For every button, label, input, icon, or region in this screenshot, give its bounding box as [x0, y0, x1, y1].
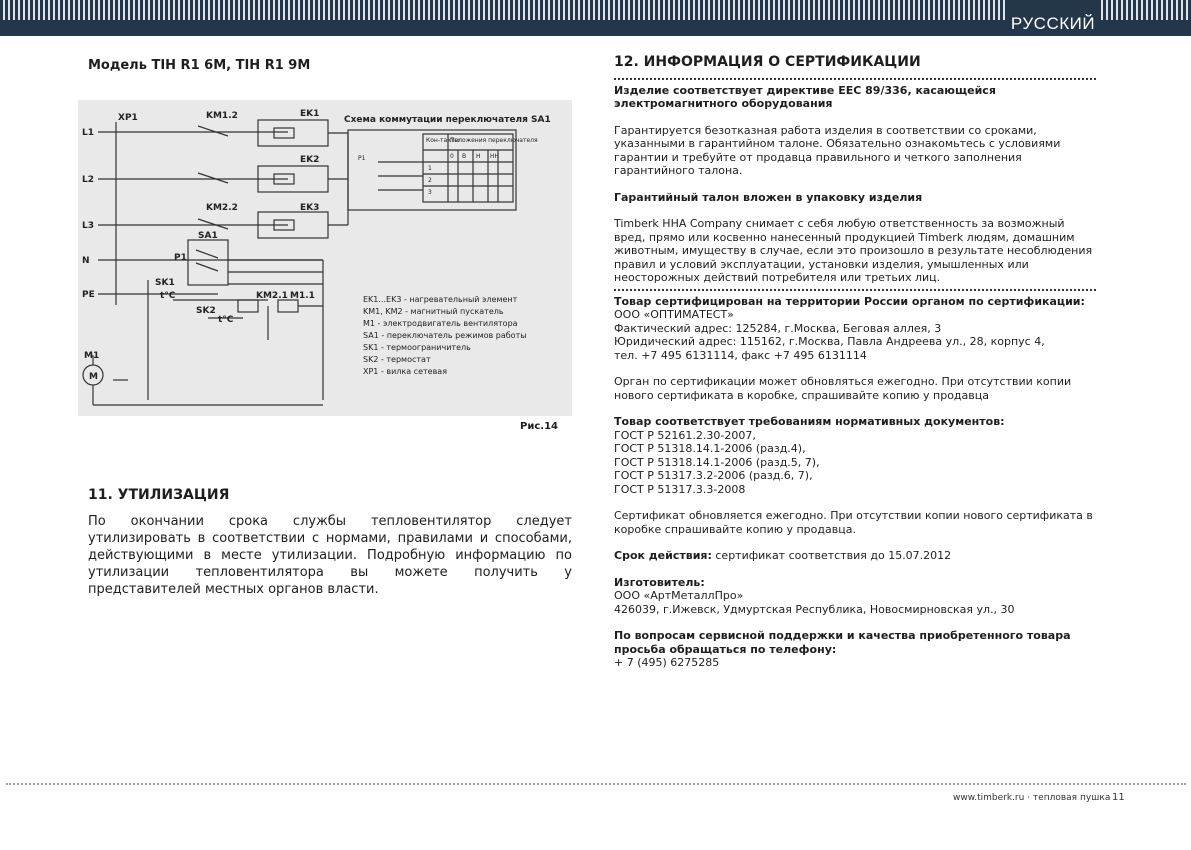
diagram-label-xp1: XP1 [118, 113, 138, 123]
validity-line [614, 549, 1094, 563]
header-stripes-right [1098, 0, 1191, 20]
left-column [88, 58, 572, 73]
page-number: 11 [1112, 792, 1125, 803]
header-band-right [1098, 20, 1191, 36]
header-band [0, 20, 1008, 36]
diagram-label-km21: KM2.1 [256, 291, 288, 301]
warranty-card-text: Гарантийный талон вложен в упаковку изделия [614, 190, 923, 204]
diagram-label-tc1: t°C [160, 291, 176, 301]
diagram-label-l2: L2 [82, 175, 94, 185]
manufacturer-address: 426039, г.Ижевск, Удмуртская Республика, Новосмирновская ул., 30 [614, 602, 1015, 616]
legend-item: M1 - электродвигатель вентилятора [363, 319, 518, 328]
standard-item: ГОСТ Р 51317.3.2-2006 (разд.6, 7), [614, 469, 813, 482]
standard-item: ГОСТ Р 52161.2.30-2007, [614, 428, 756, 442]
diagram-label-ek2: EK2 [300, 155, 320, 165]
diagram-label-m: M [89, 372, 98, 382]
legend-item: EK1...EK3 - нагревательный элемент [363, 295, 518, 304]
support-heading: По вопросам сервисной поддержки и качества приобретенного товара просьба обращаться по телефону: [614, 629, 1071, 656]
phones: тел. +7 495 6131114, факс +7 495 6131114 [614, 348, 867, 362]
directive-text: Изделие соответствует директиве EEC 89/336, касающейся электромагнитного оборудования [614, 83, 996, 110]
legend-item: SK2 - термостат [363, 355, 431, 364]
diagram-pos-hh: НН [490, 153, 500, 160]
header-bar [0, 0, 1191, 36]
liability-text: Timberk HHA Company снимает с себя любую ответственность за возможный вред, прямо или косвенно нанесенный продукцией Timberk людям, домашним животным, имуществу в случае, если это произошло в результате несоблюдения правил и условий эксплуатации, установки изделия, умышленных или неосторожных действий потребителя или третьих лиц. [614, 217, 1093, 284]
utilization-text: По окончании срока службы тепловентилятор следует утилизировать в соответствии с нормами, правилами и способами, действующими в месте утилизации. Подробную информацию по утилизации тепловентилятора вы можете получить у представителей местных органов власти. [88, 514, 572, 597]
dotted-divider [614, 78, 1096, 80]
legend-item: XP1 - вилка сетевая [363, 367, 448, 376]
diagram-row-1: 1 [428, 165, 432, 172]
dotted-divider [614, 289, 1096, 291]
cert-body: ООО «ОПТИМАТЕСТ» [614, 308, 734, 321]
diagram-label-n: N [82, 256, 90, 266]
standard-item: ГОСТ Р 51318.14.1-2006 (разд.5, 7), [614, 455, 820, 469]
figure-caption: Рис.14 [520, 421, 558, 432]
diagram-legend [363, 294, 527, 378]
validity-label: Срок действия: [614, 549, 712, 562]
diagram-label-m11: M1.1 [290, 291, 315, 301]
diagram-scheme-title: Схема коммутации переключателя SA1 [344, 115, 551, 125]
diagram-label-sk2: SK2 [196, 306, 216, 316]
footer-divider [6, 783, 1186, 785]
diagram-label-km22: KM2.2 [206, 203, 238, 213]
certification-title: 12. ИНФОРМАЦИЯ О СЕРТИФИКАЦИИ [614, 54, 921, 70]
standards-heading: Товар соответствует требованиям нормативных документов: [614, 415, 1005, 428]
language-label: РУССКИЙ [1008, 0, 1098, 36]
renewal-text: Орган по сертификации может обновляться ежегодно. При отсутствии копии нового сертификата в коробке, спрашивайте копию у продавца [614, 375, 1072, 402]
manufacturer-label: Изготовитель: [614, 575, 705, 589]
diagram-pos-h: Н [476, 153, 481, 160]
diagram-label-m1: M1 [84, 351, 100, 361]
utilization-heading: 11. УТИЛИЗАЦИЯ [88, 487, 230, 503]
diagram-label-ek3: EK3 [300, 203, 320, 213]
diagram-label-ek1: EK1 [300, 109, 320, 119]
legal-address: Юридический адрес: 115162, г.Москва, Павла Андреева ул., 28, корпус 4, [614, 335, 1045, 348]
diagram-label-tc2: t°C [218, 315, 234, 325]
legend-item: SA1 - переключатель режимов работы [363, 331, 527, 340]
support-phone: + 7 (495) 6275285 [614, 656, 720, 669]
diagram-label-p1: P1 [174, 253, 187, 263]
model-title: Модель TIH R1 6M, TIH R1 9M [88, 58, 311, 73]
diagram-col-contacts: Кон-такты [426, 137, 460, 144]
standard-item: ГОСТ Р 51317.3.3-2008 [614, 482, 746, 496]
diagram-label-sa1: SA1 [198, 231, 218, 241]
wiring-diagram [78, 100, 572, 416]
guarantee-text: Гарантируется безотказная работа изделия в соответствии со сроками, указанными в гарантийном талоне. Обязательно ознакомьтесь с условиями гарантии и требуйте от продавца правильного и четкого заполнения гарантийного талона. [614, 123, 1061, 177]
cert-renewal-text: Сертификат обновляется ежегодно. При отсутствии копии нового сертификата в коробке спрашивайте копию у продавца. [614, 509, 1093, 536]
diagram-label-sk1: SK1 [155, 278, 175, 288]
actual-address: Фактический адрес: 125284, г.Москва, Беговая аллея, 3 [614, 321, 942, 335]
certified-heading: Товар сертифицирован на территории России органом по сертификации: [614, 294, 1085, 308]
diagram-label-pe: PE [82, 290, 95, 300]
header-stripes [0, 0, 1008, 20]
diagram-pos-v: В [462, 153, 467, 160]
diagram-label-l3: L3 [82, 221, 94, 231]
diagram-pos-0: 0 [450, 153, 454, 160]
diagram-col-positions: Положения переключателя [450, 137, 538, 144]
legend-item: KM1, KM2 - магнитный пускатель [363, 307, 504, 316]
validity-value: сертификат соответствия до 15.07.2012 [711, 549, 952, 562]
legend-item: SK1 - термоограничитель [363, 343, 471, 352]
diagram-row-3: 3 [428, 189, 432, 196]
diagram-row-2: 2 [428, 177, 432, 184]
diagram-label-l1: L1 [82, 128, 94, 138]
manufacturer-name: ООО «АртМеталлПро» [614, 589, 744, 602]
footer-site: www.timberk.ru · тепловая пушка [953, 793, 1111, 803]
diagram-label-km12: KM1.2 [206, 111, 238, 121]
right-column [614, 56, 1094, 670]
diagram-p1-small: P1 [358, 155, 366, 162]
standard-item: ГОСТ Р 51318.14.1-2006 (разд.4), [614, 442, 806, 455]
